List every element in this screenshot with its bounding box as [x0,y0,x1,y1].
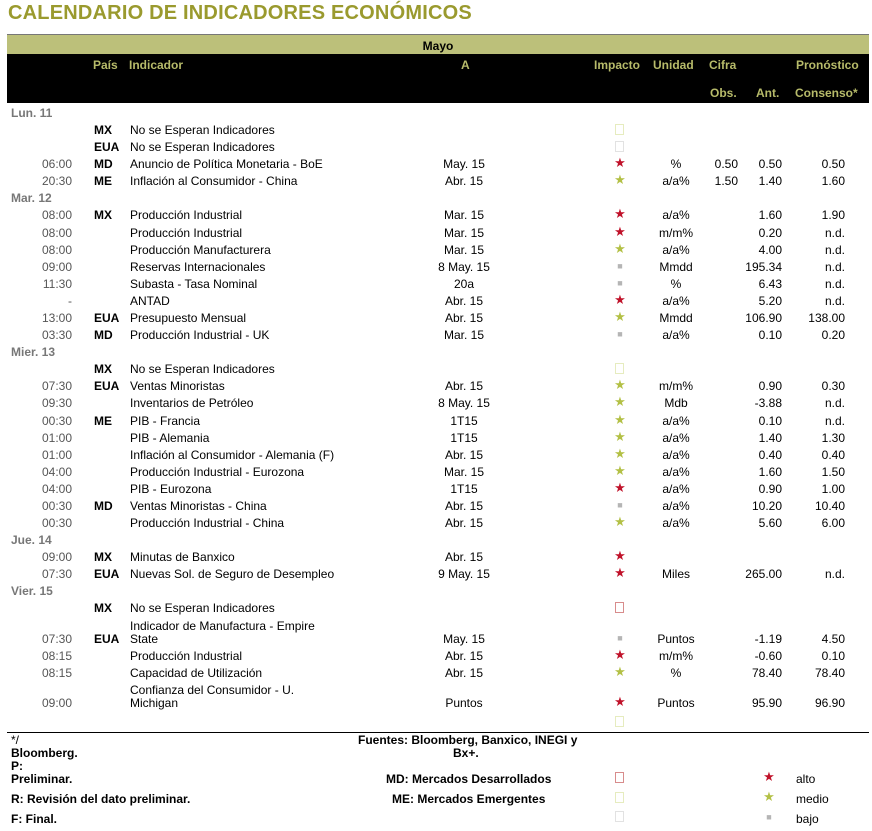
star-alto-icon: ★ [614,206,626,222]
legend-alto: alto [796,772,816,786]
row-time: 04:00 [41,464,72,479]
md-legend: MD: Mercados Desarrollados [386,772,552,786]
me-legend: ME: Mercados Emergentes [392,792,546,806]
row-ant: 10.20 [751,499,782,513]
star-medio-icon: ★ [614,462,626,478]
row-ant: 6.43 [758,276,782,291]
row-periodo: Mar. 15 [443,225,485,240]
row-consenso: 6.00 [821,516,845,531]
day-label: Jue. 14 [11,533,52,548]
row-unidad: m/m% [659,648,693,663]
legend-medio: medio [796,792,829,806]
row-ant: 265.00 [745,567,782,582]
row-periodo: Abr. 15 [444,499,484,513]
row-consenso: 1.60 [821,174,845,189]
row-consenso: 1.00 [821,481,845,496]
note-p: P: [11,759,23,773]
row-periodo: Abr. 15 [444,665,484,680]
star-medio-icon: ★ [614,240,626,256]
star-alto-icon: ★ [614,565,626,581]
row-consenso: 0.20 [821,328,845,343]
row-ant: 95.90 [751,695,782,710]
row-indicador: State [130,631,159,646]
star-alto-icon: ★ [614,155,626,171]
row-unidad: % [670,665,682,680]
square-bajo-icon: ■ [766,812,772,822]
row-periodo: 1T15 [450,430,478,445]
day-label: Mar. 12 [11,191,52,206]
row-periodo: Mar. 15 [443,242,485,257]
row-time: 06:00 [41,157,72,172]
row-pais: MX [94,208,112,223]
row-time: 00:30 [41,413,72,428]
row-periodo: Abr. 15 [444,174,484,189]
row-ant: 5.20 [758,293,782,308]
row-pais: EUA [94,631,120,646]
row-periodo: Abr. 15 [444,447,484,462]
row-indicador: PIB - Eurozona [130,481,212,496]
row-unidad: a/a% [662,430,690,445]
row-consenso: 4.50 [821,631,845,646]
header-unidad: Unidad [653,58,694,72]
empty-box-icon [615,141,624,152]
row-indicador: Inventarios de Petróleo [130,396,254,411]
empty-box-icon [615,811,624,822]
row-time: 09:00 [41,259,72,274]
row-indicador: Confianza del Consumidor - U. [130,682,295,697]
row-unidad: a/a% [662,481,690,496]
row-unidad: % [670,276,682,291]
row-consenso: 138.00 [808,311,845,325]
row-time: 08:00 [41,242,72,257]
star-medio-icon: ★ [614,377,626,393]
row-obs: 0.50 [714,157,738,172]
row-consenso: n.d. [824,293,845,308]
header-pronostico: Pronóstico [796,58,859,72]
header-pais: País [93,58,118,72]
fuentes-text: Fuentes: Bloomberg, Banxico, INEGI y [358,733,578,747]
row-periodo: 8 May. 15 [438,259,490,274]
month-label: Mayo [422,39,454,53]
row-unidad: m/m% [659,225,693,240]
star-medio-icon: ★ [614,309,626,324]
row-unidad: Miles [661,567,690,582]
star-alto-icon: ★ [614,223,626,239]
row-unidad: m/m% [659,379,693,394]
row-consenso: 78.40 [814,665,845,680]
row-indicador: No se Esperan Indicadores [130,123,275,137]
row-pais: EUA [94,567,120,582]
row-time: 09:00 [41,550,72,565]
day-label: Vier. 15 [11,584,53,599]
row-time: 01:00 [41,447,72,462]
row-time: 00:30 [41,516,72,531]
row-time: 04:00 [41,481,72,496]
star-medio-icon: ★ [614,445,626,461]
square-bajo-icon: ■ [617,632,623,643]
row-time: 08:00 [41,208,72,223]
legend-bajo: bajo [796,812,819,826]
row-periodo: Abr. 15 [444,293,484,308]
day-label: Mier. 13 [11,345,56,360]
row-unidad: Mmdd [659,311,693,325]
row-indicador: Capacidad de Utilización [130,665,263,680]
row-indicador: Ventas Minoristas - China [130,499,267,513]
header-indicador: Indicador [129,58,184,72]
row-consenso: 1.30 [821,430,845,445]
row-periodo: Abr. 15 [444,311,484,325]
row-periodo: May. 15 [443,157,485,172]
row-consenso: 0.40 [821,447,845,462]
square-bajo-icon: ■ [617,500,623,510]
row-consenso: n.d. [824,242,845,257]
square-bajo-icon: ■ [617,277,623,288]
row-periodo: 1T15 [450,413,478,428]
row-unidad: a/a% [662,516,690,531]
row-indicador: No se Esperan Indicadores [130,362,275,377]
row-indicador: Producción Industrial - China [130,516,285,531]
row-consenso: 0.30 [821,379,845,394]
row-pais: MX [94,123,112,137]
empty-box-icon [615,792,624,803]
row-time: 08:15 [41,665,72,680]
row-ant: 0.40 [758,447,782,462]
star-alto-icon: ★ [614,548,626,564]
row-obs: 1.50 [714,174,738,189]
row-time: 11:30 [42,276,72,291]
row-pais: MD [94,157,113,172]
row-ant: 5.60 [758,516,782,531]
row-consenso: 1.90 [821,208,845,223]
row-periodo: Mar. 15 [443,208,485,223]
row-pais: MX [94,362,112,377]
row-indicador: Nuevas Sol. de Seguro de Desempleo [130,567,335,582]
row-unidad: a/a% [662,174,690,189]
row-periodo: 8 May. 15 [438,396,490,411]
row-ant: 78.40 [751,665,782,680]
row-pais: MX [94,601,112,616]
note-final: F: Final. [11,812,57,826]
row-pais: EUA [94,311,120,325]
row-pais: MX [94,550,112,565]
note-revision: R: Revisión del dato preliminar. [11,792,191,806]
star-alto-icon: ★ [614,291,626,307]
row-time: 08:00 [41,225,72,240]
row-consenso: n.d. [824,396,845,411]
row-time: 03:30 [41,328,72,343]
row-indicador: Indicador de Manufactura - Empire [130,618,315,633]
row-pais: EUA [94,379,120,394]
row-indicador: Ventas Minoristas [130,379,225,394]
row-unidad: a/a% [662,464,690,479]
row-indicador: Producción Industrial [130,208,243,223]
row-indicador: ANTAD [130,293,170,308]
row-indicador: Presupuesto Mensual [130,311,247,325]
row-time: 01:00 [41,430,72,445]
row-unidad: a/a% [662,242,690,257]
row-unidad: a/a% [662,208,690,223]
row-pais: ME [94,413,112,428]
row-indicador: PIB - Alemania [130,430,210,445]
row-indicador: Producción Industrial - UK [130,328,270,343]
row-unidad: Mmdd [659,259,693,274]
row-periodo: Puntos [445,695,483,710]
row-ant: 0.10 [758,328,782,343]
row-periodo: 1T15 [450,481,478,496]
row-unidad: a/a% [662,413,690,428]
row-periodo: 20a [453,276,475,291]
header-ant: Ant. [756,86,780,100]
row-indicador: Producción Industrial - Eurozona [130,464,305,479]
row-ant: 0.90 [758,379,782,394]
row-unidad: a/a% [662,328,690,343]
empty-box-icon [615,716,624,727]
row-time: 09:30 [41,396,72,411]
empty-box-icon [615,124,624,135]
row-indicador: Producción Industrial [130,225,243,240]
row-pais: MD [94,499,113,513]
star-medio-icon: ★ [614,428,626,444]
square-bajo-icon: ■ [617,329,623,340]
row-indicador: Reservas Internacionales [130,259,266,274]
row-unidad: Puntos [657,631,695,646]
row-periodo: Abr. 15 [444,379,484,394]
row-ant: -3.88 [754,396,782,411]
row-periodo: Abr. 15 [444,550,484,565]
star-alto-icon: ★ [614,479,626,495]
row-time: 00:30 [41,499,72,513]
star-medio-icon: ★ [614,172,626,188]
header-consenso: Consenso* [795,86,858,100]
empty-box-icon [615,363,624,374]
row-consenso: n.d. [824,259,845,274]
row-pais: ME [94,174,112,189]
header-impacto: Impacto [594,58,641,72]
row-time: 09:00 [41,695,72,710]
row-unidad: a/a% [662,293,690,308]
row-ant: 0.50 [758,157,782,172]
row-unidad: a/a% [662,499,690,513]
fuentes-text-2: Bx+. [453,746,479,760]
row-consenso: n.d. [824,225,845,240]
row-time: 13:00 [41,311,72,325]
day-label: Lun. 11 [11,106,53,120]
row-ant: 106.90 [745,311,782,325]
row-indicador: Producción Manufacturera [130,242,271,257]
row-indicador: Michigan [130,695,179,710]
square-bajo-icon: ■ [617,260,623,271]
star-alto-icon: ★ [614,646,626,662]
row-unidad: Mdb [664,396,688,411]
row-pais: MD [94,328,113,343]
row-ant: 1.40 [758,430,782,445]
row-ant: 0.20 [758,225,782,240]
row-periodo: May. 15 [443,631,485,646]
row-ant: -1.19 [754,631,782,646]
row-indicador: Minutas de Banxico [130,550,235,565]
note-star: */ [11,733,20,747]
row-indicador: No se Esperan Indicadores [130,601,275,616]
row-ant: 4.00 [758,242,782,257]
row-consenso: n.d. [824,567,845,582]
row-periodo: Mar. 15 [443,464,485,479]
star-medio-icon: ★ [614,663,626,679]
star-medio-icon: ★ [614,394,626,410]
row-periodo: Mar. 15 [443,328,485,343]
row-periodo: 9 May. 15 [438,567,490,582]
row-consenso: 1.50 [821,464,845,479]
empty-box-icon [615,602,624,613]
row-indicador: Subasta - Tasa Nominal [130,276,258,291]
row-unidad: a/a% [662,447,690,462]
row-time: - [68,293,72,308]
row-ant: -0.60 [754,648,782,663]
row-indicador: Inflación al Consumidor - Alemania (F) [130,447,335,462]
row-ant: 1.60 [758,464,782,479]
star-alto-icon: ★ [763,769,775,784]
row-consenso: 0.10 [821,648,845,663]
note-bloomberg: Bloomberg. [11,746,78,760]
star-medio-icon: ★ [763,789,775,804]
row-time: 20:30 [41,174,72,189]
row-ant: 1.40 [758,174,782,189]
row-indicador: Inflación al Consumidor - China [130,174,298,189]
star-medio-icon: ★ [614,514,626,530]
row-ant: 0.90 [758,481,782,496]
row-periodo: Abr. 15 [444,516,484,531]
page-title: CALENDARIO DE INDICADORES ECONÓMICOS [8,2,472,24]
row-ant: 0.10 [758,413,782,428]
row-consenso: n.d. [824,276,845,291]
header-obs: Obs. [710,86,737,100]
row-indicador: Producción Industrial [130,648,243,663]
row-pais: EUA [94,140,120,155]
star-medio-icon: ★ [614,411,626,427]
note-preliminar: Preliminar. [11,772,73,786]
row-time: 07:30 [41,379,72,394]
row-ant: 195.34 [745,259,782,274]
row-time: 08:15 [41,648,72,663]
row-consenso: n.d. [824,413,845,428]
header-cifra: Cifra [709,58,737,72]
star-alto-icon: ★ [614,693,626,709]
row-ant: 1.60 [758,208,782,223]
row-consenso: 96.90 [814,695,845,710]
row-indicador: No se Esperan Indicadores [130,140,275,155]
empty-box-icon [615,772,624,783]
header-periodo: A [461,58,470,72]
row-indicador: PIB - Francia [130,413,201,428]
row-time: 07:30 [41,567,72,582]
row-periodo: Abr. 15 [444,648,484,663]
row-time: 07:30 [41,631,72,646]
row-unidad: % [670,157,682,172]
row-unidad: Puntos [657,695,695,710]
row-consenso: 10.40 [814,499,845,513]
row-consenso: 0.50 [821,157,845,172]
row-indicador: Anuncio de Política Monetaria - BoE [130,157,323,172]
